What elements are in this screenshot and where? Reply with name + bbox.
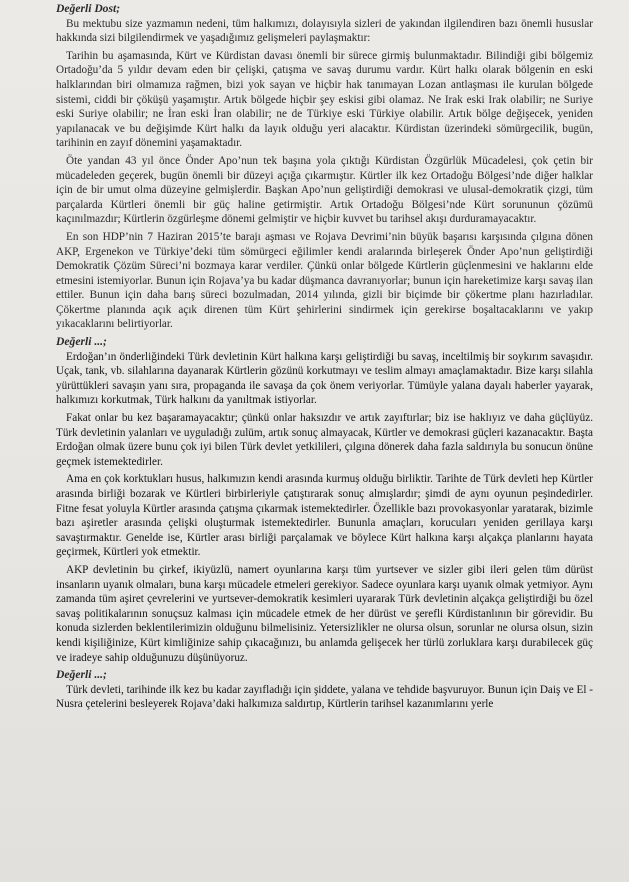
letter-body: [56, 2, 593, 712]
letter-paragraph-3: En son HDP’nin 7 Haziran 2015’te barajı aşması ve Rojava Devrimi’nin büyük başarısı karşısında çılgına dönen AKP, Ergenekon ve Türkiye’deki tüm sömürgeci eğilimler kendi aralarında birleşerek Önder Apo’nun geliştirdiği Demokratik Çözüm Süreci’ni bozmaya karar verdiler. Çünkü onlar bölgede Kürtlerin güçlenmesini ve haklarını elde etmesini istemiyorlar. Bunun için Rojava’ya bu kadar düşmanca davranıyorlar; bunun için hareketimize karşı savaş ilan ettiler. Bunun için daha barış süreci bozulmadan, 2014 yılında, gizli bir biçimde bir çökertme planı hazırladılar. Çökertme planında açık açık direnen tüm Kürt şehirlerini sindirmek için gerekirse boşaltacaklarını ve yakıp yıkacaklarını belirtiyorlar.: [56, 230, 593, 331]
letter-paragraph-1: Tarihin bu aşamasında, Kürt ve Kürdistan davası önemli bir sürece girmiş bulunmaktadır. Bilindiği gibi bölgemiz Ortadoğu’da 5 yıldır devam eden bir çelişki, çatışma ve savaş durumu vardır. Kürt halkı olarak bölgenin en eski halklarından biri olmamıza rağmen, bizi yok sayan ve hiçbir hak tanımayan Lozan antlaşması ile kurulan bölgede sistemi, ciddi bir çöküşü yaşamıştır. Artık bölgede hiçbir şey eskisi gibi olamaz. Ne Irak eski Irak olabilir; ne Suriye eski Suriye olabilir; ne İran eski İran olabilir; ne de Türkiye eski Türkiye olabilir. Artık bölge değişecek, yeniden yapılanacak ve bu değişimde Kürt halkı da layık olduğu yeri alacaktır. Kürdistan üzerindeki sömürgecilik, bugün, tarihinin en zayıf dönemini yaşamaktadır.: [56, 49, 593, 150]
letter-paragraph-6: Ama en çok korktukları husus, halkımızın kendi arasında kurmuş olduğu birliktir. Tarihte de Türk devleti hep Kürtler arasında birliği bozarak ve Kürtleri birbirleriyle çatıştırarak sonuç almışlardır; şimdi de aynı oyunun peşindedirler. Fitne fesat yoluyla Kürtler arasında çatışma çıkarmak istemektedirler. Özellikle bazı provokasyonlar yaratarak, bizimle bazı aşiretler arasında çelişki oluşturmak istemektedirler. Bununla amaçları, korucuları yeniden gerillaya karşı savaştırmaktır. Genelde ise, Kürtler arası birliği parçalamak ve böylece Kürt halkına karşı alçakça planlarını hayata geçirmek, Kürtleri yok etmektir.: [56, 473, 593, 559]
letter-paragraph-2: Öte yandan 43 yıl önce Önder Apo’nun tek başına yola çıktığı Kürdistan Özgürlük Mücadelesi, çok çetin bir mücadeleden geçerek, bugün önemli bir düzeyi açığa çıkarmıştır. Kürtler ilk kez Ortadoğu Bölgesi’nde diğer halklar için de bir umut olma düzeyine gelmişlerdir. Başkan Apo’nun geliştirdiği demokrasi ve ulusal-demokratik çizgi, tüm parçalarda Kürtleri önemli bir güç haline getirmiştir. Artık Ortadoğu Bölgesi’nde Kürt sorununun çözümü kaçınılmazdır; Kürtlerin özgürleşme dönemi gelmiştir ve hiçbir kuvvet bu tarihsel akışı durduramayacaktır.: [56, 154, 593, 226]
letter-paragraph-7: AKP devletinin bu çirkef, ikiyüzlü, namert oyunlarına karşı tüm yurtsever ve sizler gibi ileri gelen tüm dürüst insanların uyanık olmaları, buna karşı mücadele etmeleri gerekiyor. Sadece oyunlara karşı uyanık olmak yetmiyor. Aynı zamanda tüm aşiret çevrelerini ve yurtsever-demokratik kesimleri uyararak Türk devletinin alçakça geliştirdiği bu özel savaş politikalarının sonuçsuz kalması için mücadele etmek de her dürüst ve şerefli Kürdistanlının bir görevidir. Bu konuda sizlerden beklentilerimizin olduğunu bilmelisiniz. Yetersizlikler ne olursa olsun, sorunlar ne olursa olsun, sizin kendi kişiliğinize, Kürt kimliğinize sahip çıkacağınızı, bu anlamda gelişecek her türlü zorluklara karşı durabilecek güç ve iradeye sahip olduğunuzu düşünüyoruz.: [56, 563, 593, 664]
salutation-heading-2: Değerli ...;: [56, 668, 107, 682]
letter-paragraph-4: Erdoğan’ın önderliğindeki Türk devletinin Kürt halkına karşı geliştirdiği bu savaş, inceltilmiş bir soykırım savaşıdır. Uçak, tank, vb. silahlarına dayanarak Kürtlerin gözünü korkutmayı ve teslim almayı amaçlamaktadır. Bize karşı silahla yürüttükleri savaşın yanı sıra, propaganda ile savaşa da çok önem veriyorlar. Tümüyle yalana dayalı haberler yayarak, halkımızı korkutmak, Türk halkını da yanıltmak istiyorlar.: [56, 350, 593, 407]
salutation-heading-0: Değerli Dost;: [56, 2, 121, 15]
salutation-heading-1: Değerli ...;: [56, 335, 107, 349]
letter-paragraph-0: Bu mektubu size yazmamın nedeni, tüm halkımızı, dolayısıyla sizleri de yakından ilgilendiren bazı önemli hususlar hakkında sizi bilgilendirmek ve yaşadığımız gelişmeleri paylaşmaktır:: [56, 17, 593, 45]
letter-paragraph-5: Fakat onlar bu kez başaramayacaktır; çünkü onlar haksızdır ve artık zayıftırlar; biz ise haklıyız ve daha güçlüyüz. Türk devletinin yalanları ve uyguladığı zulüm, artık sonuç almayacak, Kürtler ve demokrasi güçleri kazanacaktır. Başta Erdoğan olmak üzere bunu çok iyi bilen Türk devlet yetkilileri, çılgına dönerek daha fazla saldırıyla bu sonucun önüne geçmek istemektedirler.: [56, 412, 593, 468]
letter-paragraph-8: Türk devleti, tarihinde ilk kez bu kadar zayıfladığı için şiddete, yalana ve tehdide başvuruyor. Bunun için Daiş ve El - Nusra çetelerini besleyerek Rojava’daki halkımıza saldırtıp, Kürtlerin tarihsel kazanımlarını yerle: [56, 683, 593, 711]
